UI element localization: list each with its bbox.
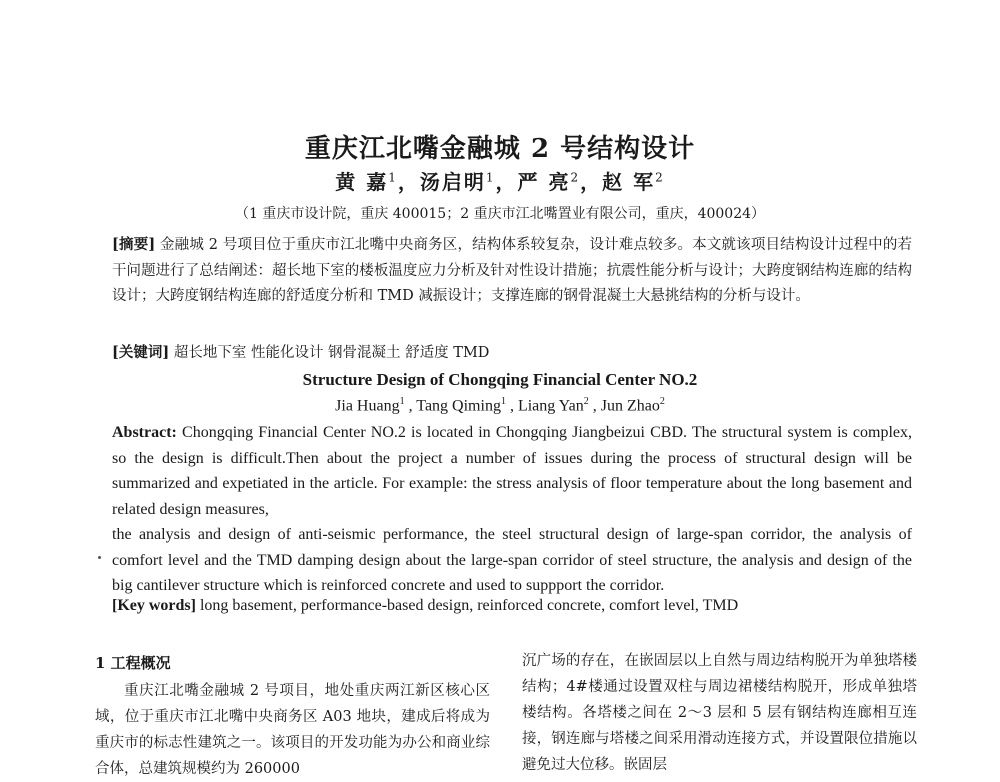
abstract-en-para-2: the analysis and design of anti-seismic performance, the steel structural design of large-span corridor, the analysis of comfort level and the TMD damping design about the large-span corridor of steel structure, the analysis and design of the big cantilever structure which is reinforced concrete and used to suppport the corridor. [112, 526, 912, 594]
author-affil-marker: 1 [500, 396, 506, 407]
keywords-cn-text: 超长地下室 性能化设计 钢骨混凝土 舒适度 TMD [173, 345, 490, 361]
abstract-en [112, 420, 912, 599]
author-name: 黄 嘉 [335, 170, 389, 194]
abstract-en-para-1 [112, 420, 912, 522]
paper-title: 重庆江北嘴金融城 2 号结构设计 [304, 134, 696, 164]
author-name: 赵 军 [602, 170, 656, 194]
author-name-en: Tang Qiming [416, 397, 501, 415]
author-name-en: Jun Zhao [600, 397, 660, 415]
abstract-cn [112, 232, 912, 310]
body-paragraph: 重庆江北嘴金融城 2 号项目，地处重庆两江新区核心区域，位于重庆市江北嘴中央商务区 A03 地块，建成后将成为重庆市的标志性建筑之一。该项目的开发功能为办公和商业综合体，总建筑规模约为 260000 [95, 683, 490, 777]
paper-title-en: Structure Design of Chongqing Financial Center NO.2 [302, 370, 698, 389]
author-name-en: Liang Yan [517, 397, 584, 415]
abstract-en-label: Abstract: [112, 424, 177, 441]
keywords-en-text: long basement, performance-based design, reinforced concrete, comfort level, TMD [199, 597, 739, 614]
author-list: 黄 嘉$^1$，汤启明$^1$，严 亮$^2$，赵 军$^2$ [335, 170, 665, 194]
author-affil-marker: 2 [583, 396, 589, 407]
author-name: 汤启明 [419, 170, 486, 194]
keywords-en-label: [Key words] [112, 597, 196, 614]
author-affil-marker: 1 [399, 396, 405, 407]
keywords-en [112, 597, 912, 615]
abstract-en-text-1: Chongqing Financial Center NO.2 is located in Chongqing Jiangbeizui CBD. The structural system is complex, so the design is difficult.Then about the project a number of issues during the process of structural design will be summarized and expetiated in the article. For example: the stress analysis of floor temperature about the long basement and related design measures, [112, 424, 913, 518]
author-affil-marker: 2 [659, 396, 665, 407]
affiliations: （1 重庆市设计院，重庆 400015；2 重庆市江北嘴置业有限公司，重庆，400024） [234, 206, 766, 222]
author-affil-marker: 2 [570, 170, 581, 185]
body-column-left [95, 650, 490, 782]
author-name: 严 亮 [517, 170, 571, 194]
author-affil-marker: 1 [485, 170, 496, 185]
keywords-cn [112, 343, 912, 363]
section-heading: 1 工程概况 [95, 654, 171, 672]
body-column-right [522, 648, 917, 778]
author-name-en: Jia Huang [335, 397, 400, 415]
abstract-cn-label: [摘要] [112, 236, 156, 253]
abstract-cn-text: 金融城 2 号项目位于重庆市江北嘴中央商务区，结构体系较复杂，设计难点较多。本文就该项目结构设计过程中的若干问题进行了总结阐述：超长地下室的楼板温度应力分析及针对性设计措施；抗震性能分析与设计；大跨度钢结构连廊的结构设计；大跨度钢结构连廊的舒适度分析和 TMD 减振设计；支撑连廊的钢骨混凝土大悬挑结构的分析与设计。 [112, 237, 912, 304]
body-paragraph: 沉广场的存在，在嵌固层以上自然与周边结构脱开为单独塔楼结构；4#楼通过设置双柱与周边裙楼结构脱开，形成单独塔楼结构。各塔楼之间在 2～3 层和 5 层有钢结构连廊相互连接，钢连廊与塔楼之间采用滑动连接方式，并设置限位措施以避免过大位移。嵌固层 [522, 653, 917, 773]
keywords-cn-label: [关键词] [112, 344, 170, 361]
author-list-en: Jia Huang$^1$ , Tang Qiming$^1$ , Liang Yan$^2$ , Jun Zhao$^2$ [335, 396, 665, 415]
scan-speck [98, 556, 101, 559]
author-affil-marker: 2 [655, 170, 665, 185]
author-affil-marker: 1 [388, 170, 398, 185]
